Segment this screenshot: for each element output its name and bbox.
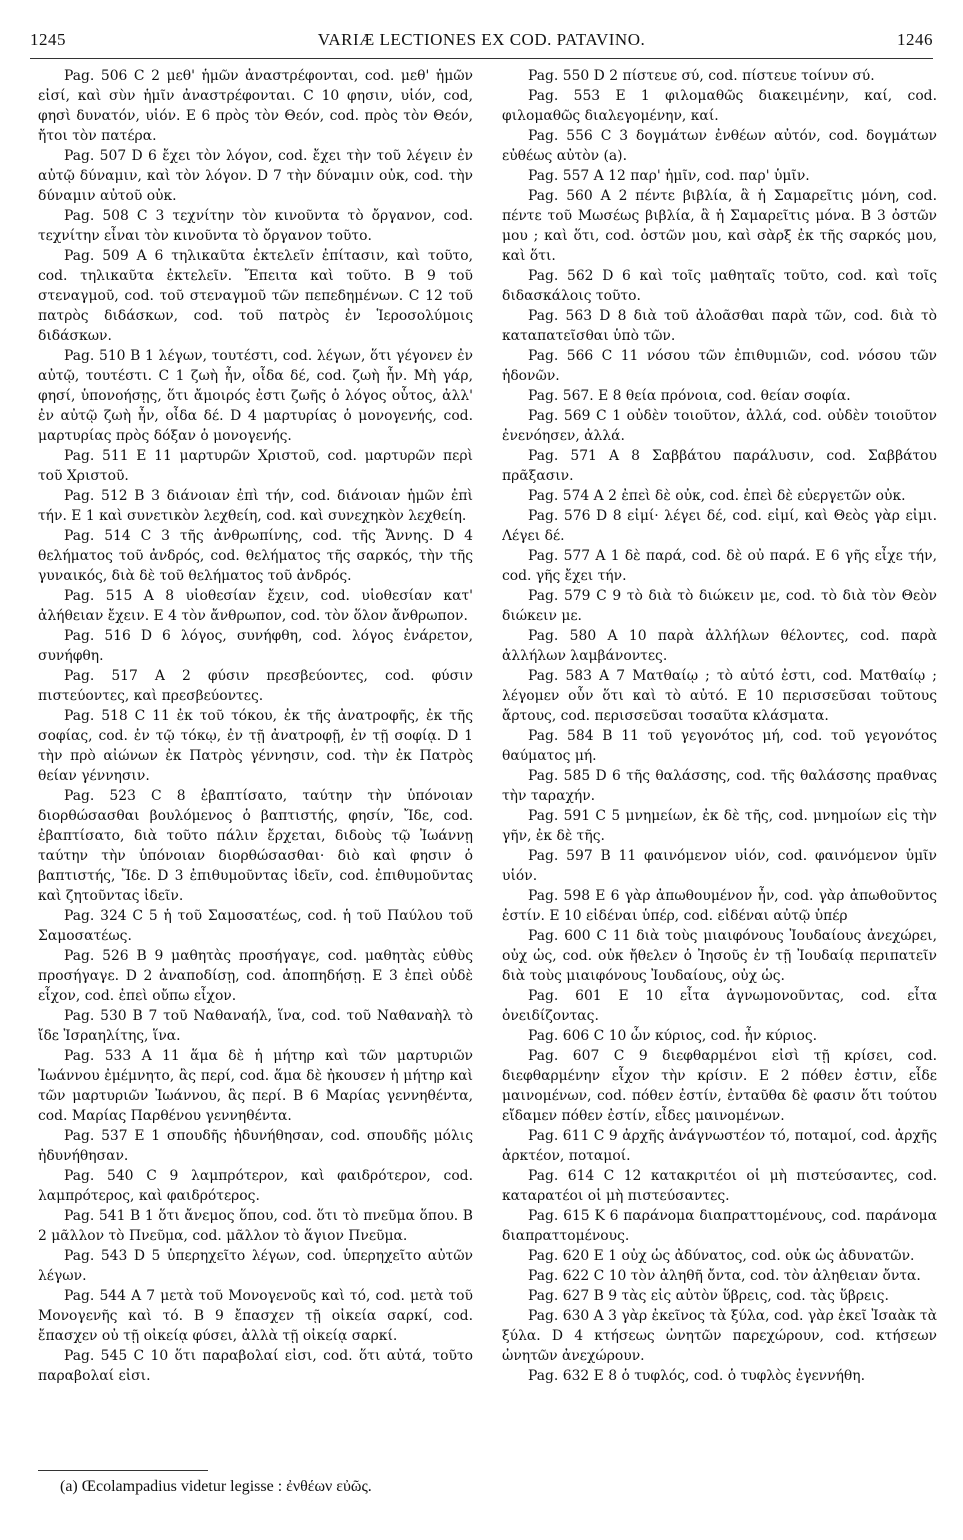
- variant-entry: Pag. 537 E 1 σπουδῆς ἠδυνήθησαν, cod. σπουδῆς μόλις ἠδυνήθησαν.: [38, 1128, 473, 1164]
- variant-entry: Pag. 545 C 10 ὅτι παραβολαί εἰσι, cod. ὅτι αὐτά, τοῦτο παραβολαί εἰσι.: [38, 1348, 473, 1384]
- right-column: [502, 66, 937, 1456]
- variant-entry: Pag. 563 D 8 διὰ τοῦ ἀλοᾶσθαι παρὰ τῶν, cod. διὰ τὸ καταπατεῖσθαι ὑπὸ τῶν.: [502, 308, 937, 344]
- variant-entry: Pag. 571 A 8 Σαββάτου παράλυσιν, cod. Σαββάτου πρᾶξασιν.: [502, 448, 937, 484]
- variant-entry: Pag. 560 A 2 πέντε βιβλία, ἃ ἡ Σαμαρεῖτις μόνη, cod. πέντε τοῦ Μωσέως βιβλία, ἃ ἡ Σαμαρεῖτις μόνα. B 3 ὀστῶν μου ; καὶ ὅτι, cod. ὀστῶν μου, καὶ σὰρξ ἐκ τῆς σαρκός μου, καὶ ὅτι.: [502, 188, 937, 264]
- variant-entry: Pag. 579 C 9 τὸ διὰ τὸ διώκειν με, cod. τὸ διὰ τὸν Θεὸν διώκειν με.: [502, 588, 937, 624]
- variant-entry: Pag. 543 D 5 ὑπερηχεῖτο λέγων, cod. ὑπερηχεῖτο αὐτῶν λέγων.: [38, 1248, 473, 1284]
- variant-entry: Pag. 620 E 1 οὐχ ὡς ἀδύνατος, cod. οὐκ ὡς ἀδυνατῶν.: [528, 1248, 915, 1264]
- variant-entry: Pag. 622 C 10 τὸν ἀληθῆ ὄντα, cod. τὸν ἀληθειαν ὄντα.: [528, 1268, 921, 1284]
- variant-entry: Pag. 530 B 7 τοῦ Ναθαναήλ, ἵνα, cod. τοῦ Ναθαναὴλ τὸ ἴδε Ἰσραηλίτης, ἵνα.: [38, 1008, 473, 1044]
- variant-entry: Pag. 580 A 10 παρὰ ἀλλήλων θέλοντες, cod. παρὰ ἀλλήλων λαμβάνοντες.: [502, 628, 937, 664]
- variant-entry: Pag. 597 B 11 φαινόμενον υἱόν, cod. φαινόμενον ὑμῖν υἱόν.: [502, 848, 937, 884]
- variant-entry: Pag. 509 A 6 τηλικαῦτα ἐκτελεῖν ἐπίτασιν, καὶ τοῦτο, cod. τηλικαῦτα ἐκτελεῖν. Ἔπειτα καὶ τοῦτο. B 9 τοῦ στεναγμοῦ, cod. τοῦ στεναγμοῦ τῶν πεπεδημένων. C 12 τοῦ πατρὸς διδάσκων, cod. τοῦ πατρὸς ἐν Ἱεροσολύμοις διδάσκων.: [38, 248, 473, 344]
- variant-entry: Pag. 556 C 3 δογμάτων ἐνθέων αὐτόν, cod. δογμάτων εὐθέως αὐτὸν (a).: [502, 128, 937, 164]
- variant-entry: Pag. 324 C 5 ἡ τοῦ Σαμοσατέως, cod. ἡ τοῦ Παύλου τοῦ Σαμοσατέως.: [38, 908, 473, 944]
- variant-entry: Pag. 518 C 11 ἐκ τοῦ τόκου, ἐκ τῆς ἀνατροφῆς, ἐκ τῆς σοφίας, cod. ἐν τῷ τόκῳ, ἐν τῇ ἀνατροφῇ, ἐν τῇ σοφίᾳ. D 1 τὴν πρὸ αἰώνων ἐκ Πατρὸς γέννησιν, cod. τὴν ἐκ Πατρὸς θείαν γέννησιν.: [38, 708, 473, 784]
- page-number-left: 1245: [30, 30, 66, 49]
- variant-entry: Pag. 576 D 8 εἰμί· λέγει δέ, cod. εἰμί, καὶ Θεὸς γὰρ εἰμι. Λέγει δέ.: [502, 508, 937, 544]
- variant-entry: Pag. 557 A 12 παρ' ἡμῖν, cod. παρ' ὑμῖν.: [528, 168, 810, 184]
- variant-entry: Pag. 540 C 9 λαμπρότερον, καὶ φαιδρότερον, cod. λαμπρότερος, καὶ φαιδρότερος.: [38, 1168, 473, 1204]
- variant-entry: Pag. 584 B 11 τοῦ γεγονότος μή, cod. τοῦ γεγονότος θαύματος μή.: [502, 728, 937, 764]
- variant-entry: Pag. 632 E 8 ὁ τυφλός, cod. ὁ τυφλὸς ἐγεννήθη.: [528, 1368, 865, 1384]
- variant-entry: Pag. 508 C 3 τεχνίτην τὸν κινοῦντα τὸ ὄργανον, cod. τεχνίτην εἶναι τὸν κινοῦντα τὸ ὄργανον τοῦτο.: [38, 208, 473, 244]
- variant-entry: Pag. 514 C 3 τῆς ἀνθρωπίνης, cod. τῆς Ἄννης. D 4 θελήματος τοῦ ἀνδρός, cod. θελήματος τῆς σαρκός, τὴν τῆς γυναικός, διὰ δὲ τοῦ θελήματος τοῦ ἀνδρός.: [38, 528, 473, 584]
- variant-entry: Pag. 577 A 1 δὲ παρά, cod. δὲ οὐ παρά. E 6 γῆς εἶχε τήν, cod. γῆς ἔχει τήν.: [502, 548, 937, 584]
- variant-entry: Pag. 523 C 8 ἐβαπτίσατο, ταύτην τὴν ὑπόνοιαν διορθώσασθαι βουλόμενος ὁ βαπτιστής, φησίν, Ἴδε, cod. ἐβαπτίσατο, διὰ τοῦτο πάλιν ἔρχεται, διδοὺς τῷ Ἰωάννῃ ταύτην τὴν ὑπόνοιαν διορθώσασθαι· διὸ καὶ φησιν ὁ βαπτιστής, Ἴδε. D 3 ἐπιθυμοῦντας ἰδεῖν, cod. ἐπιθυμοῦντας καὶ ζητοῦντας ἰδεῖν.: [38, 788, 473, 904]
- variant-entry: Pag. 506 C 2 μεθ' ἡμῶν ἀναστρέφονται, cod. μεθ' ἡμῶν εἰσί, καὶ σὺν ἡμῖν ἀναστρέφονται. C 10 φησιν, υἱόν, cod, φησὶ δυνατόν, υἱόν. E 6 πρὸς τὸν Θεόν, cod. πρὸς τὸν Θεόν, ἤτοι τὸν πατέρα.: [38, 68, 473, 144]
- variant-entry: Pag. 516 D 6 λόγος, συνήφθη, cod. λόγος ἐνάρετον, συνήφθη.: [38, 628, 473, 664]
- variant-entry: Pag. 566 C 11 νόσου τῶν ἐπιθυμιῶν, cod. νόσου τῶν ἡδονῶν.: [502, 348, 937, 384]
- variant-entry: Pag. 601 E 10 εἶτα ἀγνωμονοῦντας, cod. εἶτα ὀνειδίζοντας.: [502, 988, 937, 1024]
- variant-entry: Pag. 574 A 2 ἐπεὶ δὲ οὐκ, cod. ἐπεὶ δὲ εὐεργετῶν οὐκ.: [528, 488, 906, 504]
- variant-entry: Pag. 569 C 1 οὐδὲν τοιοῦτον, ἀλλά, cod. οὐδὲν τοιοῦτον ἐνενόησεν, ἀλλά.: [502, 408, 937, 444]
- variant-entry: Pag. 630 A 3 γὰρ ἐκεῖνος τὰ ξύλα, cod. γὰρ ἐκεῖ Ἰσαὰκ τὰ ξύλα. D 4 κτήσεως ὠνητῶν παρεχώρουν, cod. κτήσεων ὠνητῶν ἀνεχώρουν.: [502, 1308, 937, 1364]
- variant-entry: Pag. 550 D 2 πίστευε σύ, cod. πίστευε τοίνυν σύ.: [528, 68, 875, 84]
- variant-entry: Pag. 507 D 6 ἔχει τὸν λόγον, cod. ἔχει τὴν τοῦ λέγειν ἐν αὐτῷ δύναμιν, καὶ τὸν λόγον. D 7 τὴν δύναμιν οὐκ, cod. τὴν δύναμιν αὐτοῦ οὐκ.: [38, 148, 473, 204]
- variant-entry: Pag. 615 K 6 παράνομα διαπραττομένους, cod. παράνομα διαπραττομένους.: [502, 1208, 937, 1244]
- variant-entry: Pag. 591 C 5 μνημείων, ἐκ δὲ τῆς, cod. μνημοίων εἰς τὴν γῆν, ἐκ δὲ τῆς.: [502, 808, 937, 844]
- footnote: (a) Œcolampadius videtur legisse : ἐνθέων εὐῶς.: [60, 1478, 372, 1495]
- variant-entry: Pag. 511 E 11 μαρτυρῶν Χριστοῦ, cod. μαρτυρῶν περὶ τοῦ Χριστοῦ.: [38, 448, 473, 484]
- variant-entry: Pag. 526 B 9 μαθητὰς προσήγαγε, cod. μαθητὰς εὐθὺς προσήγαγε. D 2 ἀναποδίσῃ, cod. ἀποπηδήσῃ. E 3 ἐπεὶ οὐδὲ εἶχον, cod. ἐπεὶ οὔπω εἶχον.: [38, 948, 473, 1004]
- left-column: [38, 66, 473, 1456]
- variant-entry: Pag. 553 E 1 φιλομαθῶς διακειμένην, καί, cod. φιλομαθῶς διαλεγομένην, καί.: [502, 88, 937, 124]
- variant-entry: Pag. 533 A 11 ἅμα δὲ ἡ μήτηρ καὶ τῶν μαρτυριῶν Ἰωάννου ἐμέμνητο, ἃς περί, cod. ἅμα δὲ ἠκουσεν ἡ μήτηρ καὶ τῶν μαρτυριῶν Ἰωάννου, ἃς περί. B 6 Μαρίας γεννηθέντα, cod. Μαρίας Παρθένου γεννηθέντα.: [38, 1048, 473, 1124]
- variant-entry: Pag. 627 B 9 τὰς εἰς αὐτὸν ὕβρεις, cod. τὰς ὕβρεις.: [528, 1288, 889, 1304]
- header-rule: [30, 58, 933, 59]
- variant-entry: Pag. 598 E 6 γὰρ ἀπωθουμένον ἦν, cod. γὰρ ἀπωθοῦντος ἐστίν. E 10 εἰδέναι ὑπέρ, cod. εἰδέναι αὐτῷ ὑπέρ: [502, 888, 937, 924]
- variant-entry: Pag. 510 B 1 λέγων, τουτέστι, cod. λέγων, ὅτι γέγονεν ἐν αὐτῷ, τουτέστι. C 1 ζωὴ ἦν, οἶδα δέ, cod. ζωὴ ἦν. Μὴ γάρ, φησί, ὑπονοήσῃς, ὅτι ἄμοιρός ἐστι ζωῆς ὁ λόγος οὗτος, ἀλλ' ἐν αὐτῷ ζωὴ ἦν, οἶδα δέ. D 4 μαρτυρίας ὁ μονογενής, cod. μαρτυρίας πρὸς δόξαν ὁ μονογενής.: [38, 348, 473, 444]
- variant-entry: Pag. 541 B 1 ὅτι ἄνεμος ὅπου, cod. ὅτι τὸ πνεῦμα ὅπου. B 2 μᾶλλον τὸ Πνεῦμα, cod. μᾶλλον τὸ ἅγιον Πνεῦμα.: [38, 1208, 473, 1244]
- footnote-rule: [38, 1470, 208, 1471]
- variant-entry: Pag. 585 D 6 τῆς θαλάσσης, cod. τῆς θαλάσσης πραθνας τὴν ταραχήν.: [502, 768, 937, 804]
- variant-entry: Pag. 567. E 8 θεία πρόνοια, cod. θείαν σοφία.: [528, 388, 851, 404]
- variant-entry: Pag. 606 C 10 ὧν κύριος, cod. ἦν κύριος.: [528, 1028, 818, 1044]
- page-number-right: 1246: [897, 30, 933, 49]
- variant-entry: Pag. 611 C 9 ἀρχῆς ἀνάγνωστέον τό, ποταμοί, cod. ἀρχῆς ἀρκτέον, ποταμοί.: [502, 1128, 937, 1164]
- variant-entry: Pag. 544 A 7 μετὰ τοῦ Μονογενοῦς καὶ τό, cod. μετὰ τοῦ Μονογενῆς καὶ τό. B 9 ἔπασχεν τῇ οἰκεία σαρκί, cod. ἔπασχεν οὐ τῇ οἰκείᾳ φύσει, ἀλλὰ τῇ οἰκείᾳ σαρκί.: [38, 1288, 473, 1344]
- variant-entry: Pag. 562 D 6 καὶ τοῖς μαθηταῖς τοῦτο, cod. καὶ τοῖς διδασκάλοις τοῦτο.: [502, 268, 937, 304]
- variant-entry: Pag. 515 A 8 υἱοθεσίαν ἔχειν, cod. υἱοθεσίαν κατ' ἀλήθειαν ἔχειν. E 4 τὸν ἄνθρωπον, cod. τὸν ὅλον ἄνθρωπον.: [38, 588, 473, 624]
- page-header: [30, 30, 933, 56]
- variant-entry: Pag. 512 B 3 διάνοιαν ἐπὶ τήν, cod. διάνοιαν ἡμῶν ἐπὶ τήν. E 1 καὶ συνετικὸν λεχθείη, cod. καὶ συνεχηκὸν λεχθείη.: [38, 488, 473, 524]
- variant-entry: Pag. 607 C 9 διεφθαρμένοι εἰσὶ τῇ κρίσει, cod. διεφθαρμένην εἶχον τὴν κρίσιν. E 2 πόθεν ἐστιν, εἶδε μαινομένων, cod. πόθεν ἐστίν, ἐνταῦθα δὲ φασιν ὅτι τούτου εἴδαμεν πόθεν ἐστίν, εἶδες μαινομένων.: [502, 1048, 937, 1124]
- variant-entry: Pag. 600 C 11 διὰ τοὺς μιαιφόνους Ἰουδαίους ἀνεχώρει, οὐχ ὡς, cod. οὐκ ἤθελεν ὁ Ἰησοῦς ἐν τῇ Ἰουδαίᾳ περιπατεῖν διὰ τοὺς μιαιφόνους Ἰουδαίους, οὐχ ὡς.: [502, 928, 937, 984]
- variant-entry: Pag. 583 A 7 Ματθαίῳ ; τὸ αὐτό ἐστι, cod. Ματθαίῳ ; λέγομεν οὖν ὅτι καὶ τὸ αὐτό. E 10 περισσεῦσαι τοῦτους ἄρτους, cod. περισσεῦσαι τοσαῦτα κλάσματα.: [502, 668, 937, 724]
- variant-entry: Pag. 517 A 2 φύσιν πρεσβεύοντες, cod. φύσιν πιστεύοντες, καὶ πρεσβεύοντες.: [38, 668, 473, 704]
- running-title: VARIÆ LECTIONES EX COD. PATAVINO.: [317, 30, 646, 49]
- variant-entry: Pag. 614 C 12 κατακριτέοι οἱ μὴ πιστεύσαντες, cod. καταρατέοι οἱ μὴ πιστεύσαντες.: [502, 1168, 937, 1204]
